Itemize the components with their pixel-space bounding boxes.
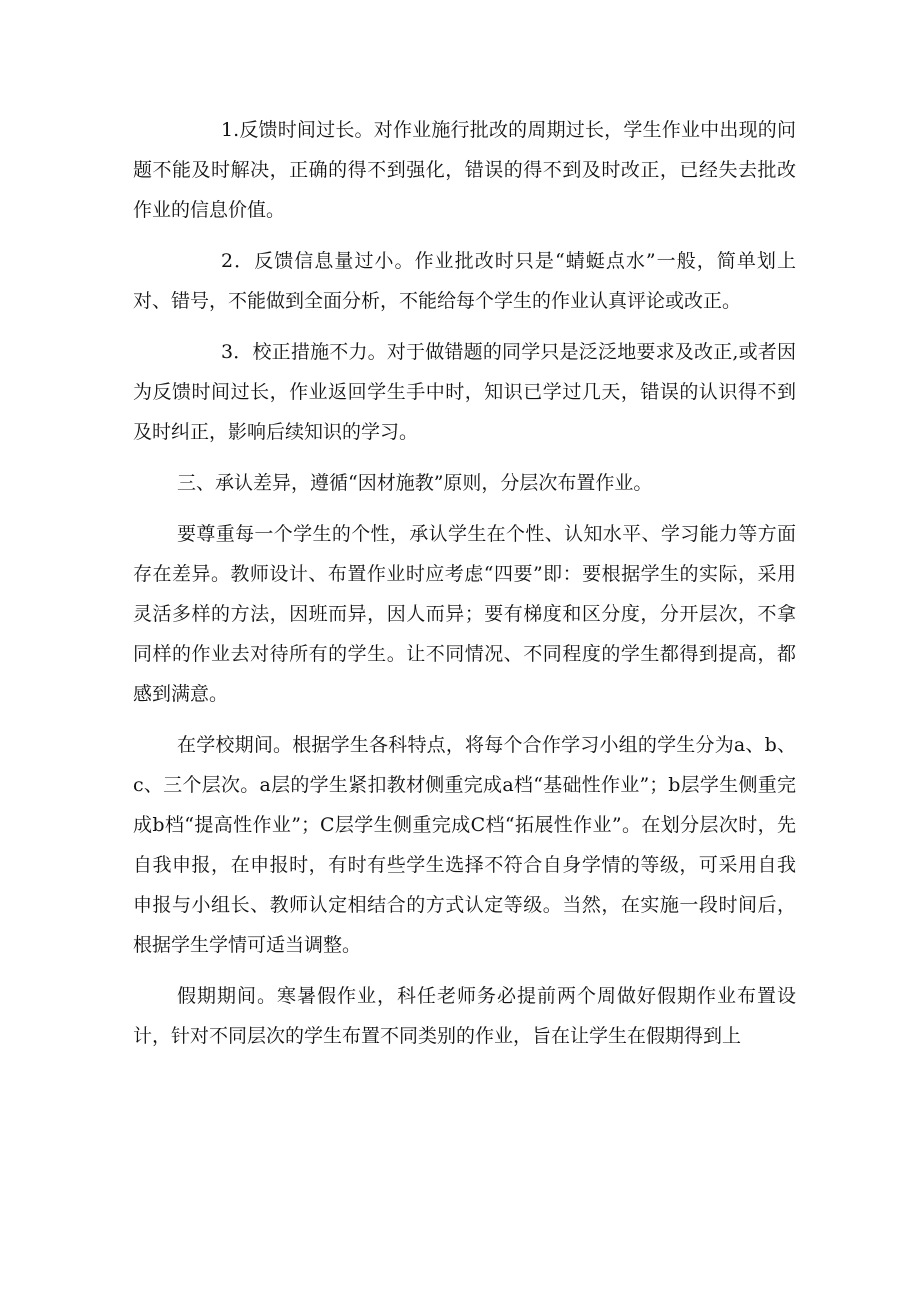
paragraph-feedback-time: 1.反馈时间过长。对作业施行批改的周期过长，学生作业中出现的问题不能及时解决，正确的得不到强化，错误的得不到及时改正，已经失去批改作业的信息价值。 bbox=[133, 119, 796, 221]
paragraph-feedback-amount: 2．反馈信息量过小。作业批改时只是“蜻蜓点水”一般，简单划上对、错号，不能做到全面分析，不能给每个学生的作业认真评论或改正。 bbox=[133, 250, 796, 312]
paragraph-correction-measures: 3．校正措施不力。对于做错题的同学只是泛泛地要求及改正,或者因为反馈时间过长，作业返回学生手中时，知识已学过几天，错误的认识得不到及时纠正，影响后续知识的学习。 bbox=[133, 341, 796, 443]
paragraph-respect-individuality: 要尊重每一个学生的个性，承认学生在个性、认知水平、学习能力等方面存在差异。教师设计、布置作业时应考虑“四要”即：要根据学生的实际，采用灵活多样的方法，因班而异，因人而异；要有梯度和区分度，分开层次，不拿同样的作业去对待所有的学生。让不同情况、不同程度的学生都得到提高，都感到满意。 bbox=[133, 523, 796, 705]
document-body bbox=[133, 110, 796, 1067]
section-heading-differentiation: 三、承认差异，遵循“因材施教”原则，分层次布置作业。 bbox=[177, 472, 653, 494]
paragraph-school-period: 在学校期间。根据学生各科特点，将每个合作学习小组的学生分为a、b、c、三个层次。a层的学生紧扣教材侧重完成a档“基础性作业”；b层学生侧重完成b档“提高性作业”；C层学生侧重完成C档“拓展性作业”。在划分层次时，先自我申报，在申报时，有时有些学生选择不符合自身学情的等级，可采用自我申报与小组长、教师认定相结合的方式认定等级。当然，在实施一段时间后，根据学生学情可适当调整。 bbox=[133, 734, 796, 956]
paragraph-holiday-period: 假期期间。寒暑假作业，科任老师务必提前两个周做好假期作业布置设计，针对不同层次的学生布置不同类别的作业，旨在让学生在假期得到上 bbox=[133, 985, 796, 1047]
